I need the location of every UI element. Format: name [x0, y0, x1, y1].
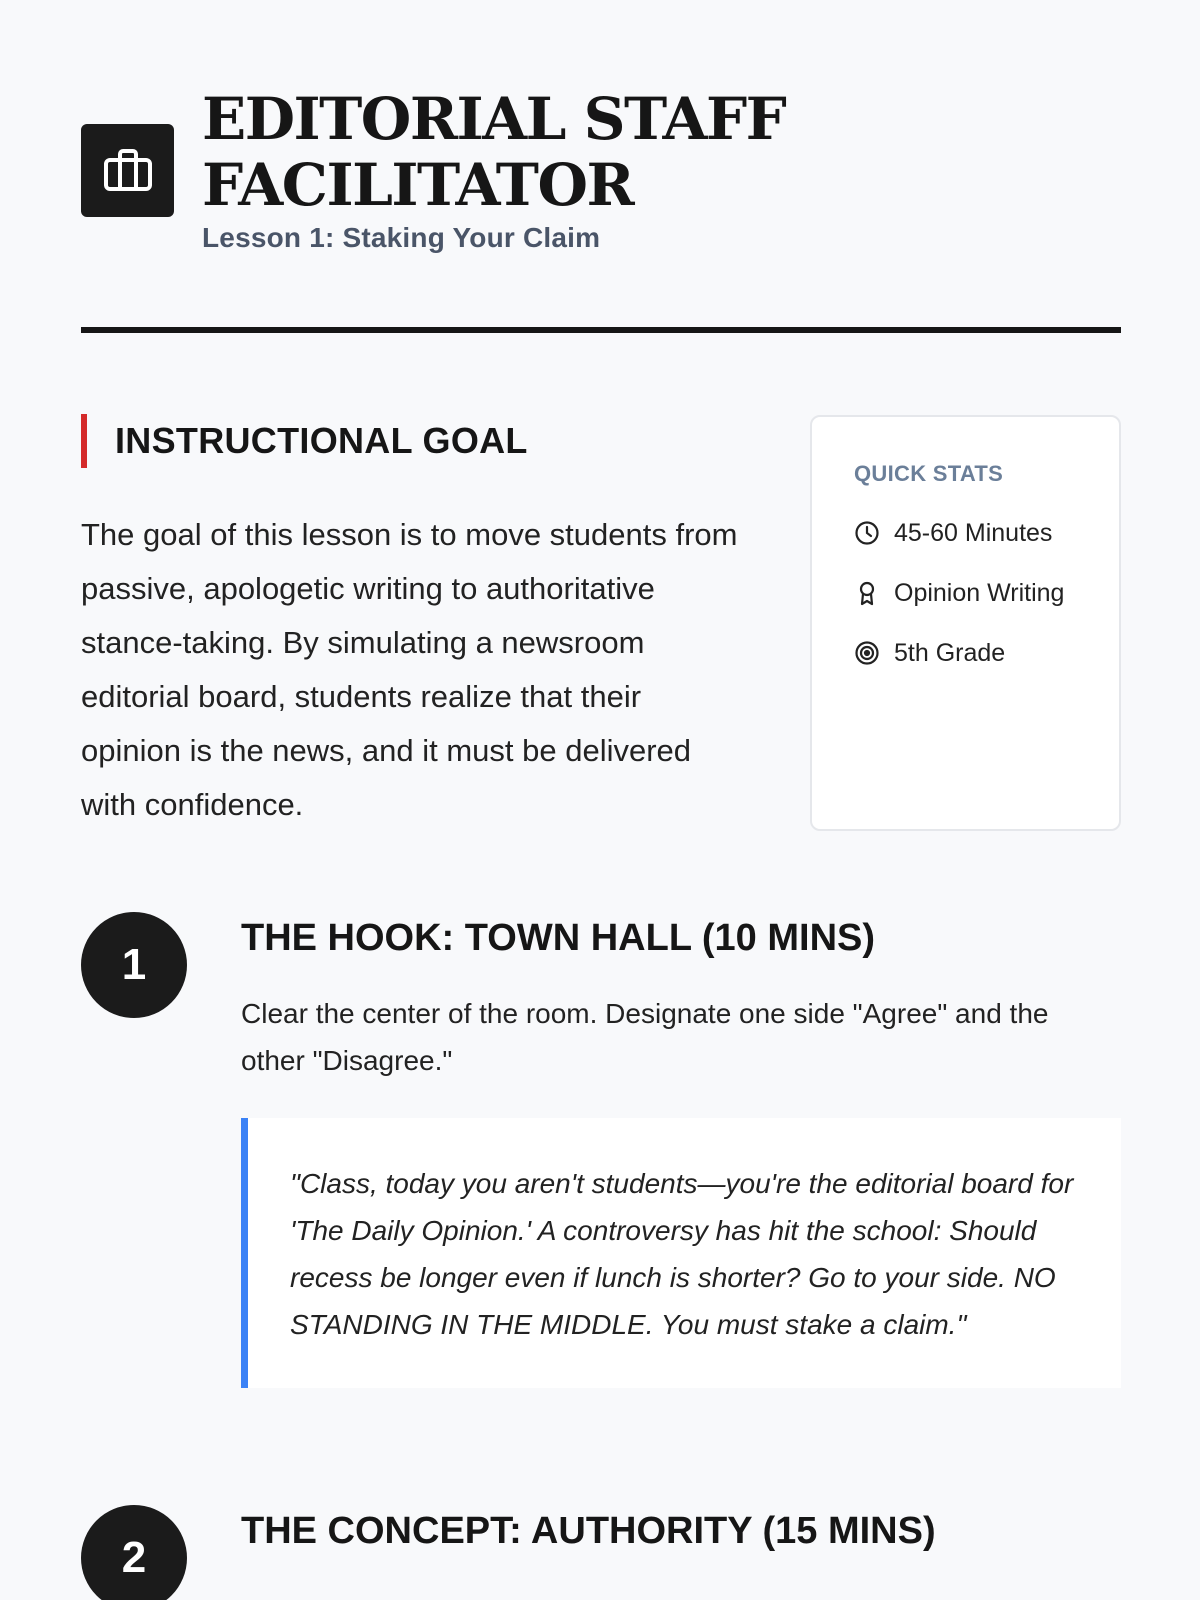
stat-duration [854, 519, 1119, 547]
step-title: THE HOOK: TOWN HALL (10 MINS) [241, 917, 876, 959]
briefcase-icon [81, 124, 174, 217]
step-number-badge: 1 [81, 912, 187, 1018]
goal-heading-wrap [81, 414, 741, 468]
goal-accent-bar [81, 414, 87, 468]
page-header [81, 86, 822, 254]
goal-heading: INSTRUCTIONAL GOAL [115, 420, 528, 461]
clock-icon [854, 520, 880, 546]
step-title: THE CONCEPT: AUTHORITY (15 MINS) [241, 1510, 936, 1552]
stat-grade [854, 639, 1119, 667]
step-number-badge: 2 [81, 1505, 187, 1600]
step-body [241, 912, 1121, 1388]
title-block [202, 86, 822, 254]
quick-stats-card [810, 415, 1121, 831]
lesson-subtitle: Lesson 1: Staking Your Claim [202, 222, 601, 253]
quick-stats-label: QUICK STATS [854, 461, 1004, 486]
target-icon [854, 640, 880, 666]
step-text: Clear the center of the room. Designate one side "Agree" and the other "Disagree." [241, 998, 1049, 1076]
page-title: EDITORIAL STAFF FACILITATOR [202, 85, 786, 219]
header-divider [81, 327, 1121, 333]
goal-text: The goal of this lesson is to move students from passive, apologetic writing to authoritative stance-taking. By simulating a newsroom editorial board, students realize that their opinion is the news, and it must be delivered with confidence. [81, 517, 738, 822]
step-body [241, 1505, 1121, 1555]
teacher-script-quote: "Class, today you aren't students—you're the editorial board for 'The Daily Opinion.' A controversy has hit the school: Should recess be longer even if lunch is shorter? Go to your side. NO STANDING IN THE MIDDLE. You must stake a claim." [241, 1118, 1121, 1388]
instructional-goal-section [81, 414, 741, 832]
stat-genre [854, 579, 1119, 607]
stat-duration-text: 45-60 Minutes [894, 518, 1053, 547]
stat-genre-text: Opinion Writing [894, 578, 1065, 607]
award-icon [854, 580, 880, 606]
stat-grade-text: 5th Grade [894, 638, 1006, 667]
